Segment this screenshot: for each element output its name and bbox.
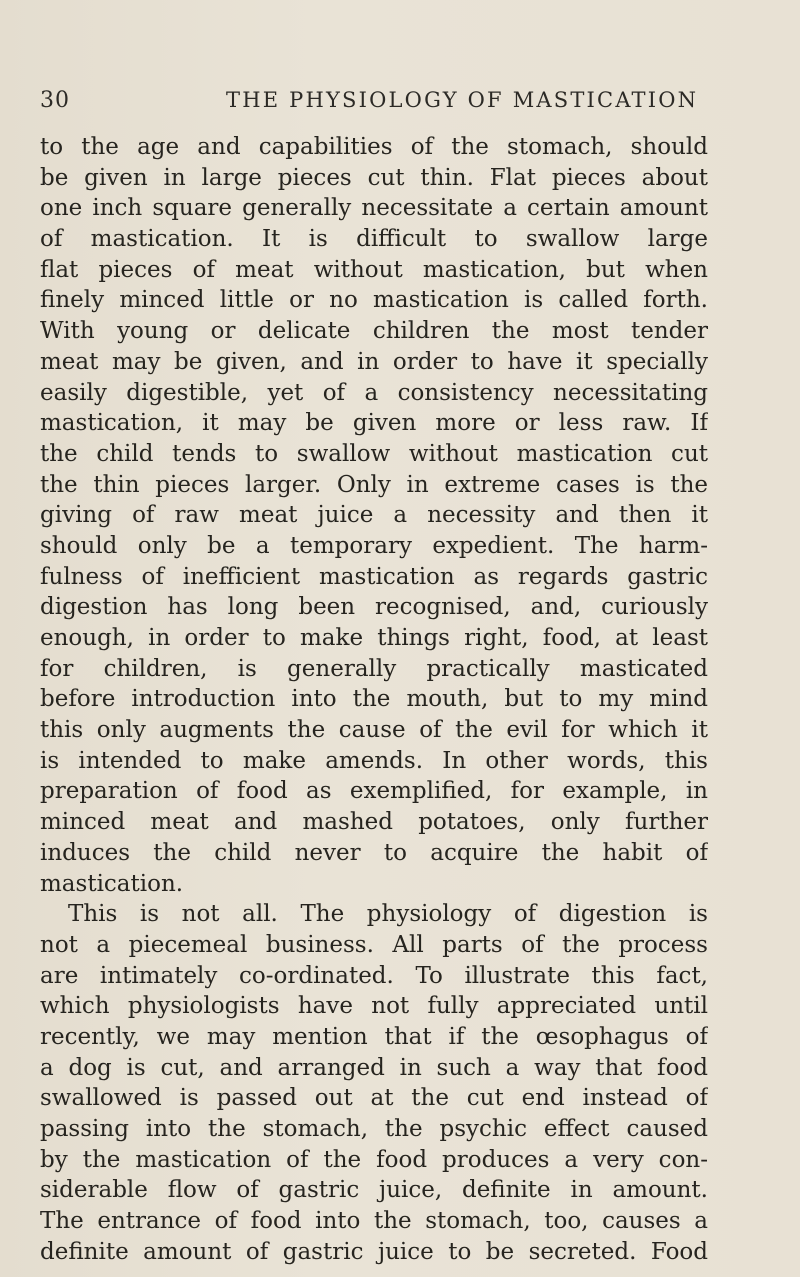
body-text [40, 132, 708, 1267]
text-line: preparation of food as exemplified, for example, in [40, 778, 708, 805]
text-line: minced meat and mashed potatoes, only further [40, 809, 708, 836]
page-number: 30 [40, 88, 70, 113]
text-line: before introduction into the mouth, but to my mind [40, 686, 708, 713]
text-line: for children, is generally practically masticated [40, 655, 708, 682]
running-title: THE PHYSIOLOGY OF MASTICATION [226, 88, 699, 112]
text-line: The entrance of food into the stomach, too, causes a [40, 1208, 708, 1235]
text-line: definite amount of gastric juice to be secreted. Food [40, 1238, 708, 1265]
text-line: giving of raw meat juice a necessity and then it [40, 502, 708, 529]
text-line: With young or delicate children the most tender [40, 318, 708, 345]
text-line: the thin pieces larger. Only in extreme cases is the [40, 471, 708, 498]
text-line: mastication. [40, 870, 184, 897]
text-line: is intended to make amends. In other words, this [40, 747, 708, 774]
text-line: mastication, it may be given more or less raw. If [40, 410, 708, 437]
text-line: are intimately co-ordinated. To illustrate this fact, [40, 962, 708, 989]
text-line: passing into the stomach, the psychic effect caused [40, 1116, 708, 1142]
text-line: not a piecemeal business. All parts of the process [40, 931, 708, 958]
text-line: flat pieces of meat without mastication, but when [40, 256, 708, 283]
text-line: of mastication. It is difficult to swallow large [40, 226, 708, 253]
text-line: siderable flow of gastric juice, definite in amount. [40, 1177, 708, 1204]
text-line: meat may be given, and in order to have it specially [40, 348, 708, 375]
text-line: digestion has long been recognised, and, curiously [40, 594, 708, 621]
text-line: one inch square generally necessitate a certain amount [40, 195, 708, 222]
text-line: finely minced little or no mastication is called forth. [40, 287, 708, 314]
text-line: which physiologists have not fully appreciated until [40, 993, 708, 1020]
paragraph-2 [40, 899, 708, 1267]
text-line: the child tends to swallow without mastication cut [40, 440, 708, 467]
text-line: this only augments the cause of the evil for which it [40, 717, 708, 744]
text-line: by the mastication of the food produces a very con- [40, 1146, 708, 1173]
text-line: a dog is cut, and arranged in such a way that food [40, 1054, 708, 1081]
paragraph-1 [40, 132, 708, 899]
text-line: easily digestible, yet of a consistency necessitating [40, 379, 708, 406]
page-header [40, 88, 756, 122]
text-line: to the age and capabilities of the stomach, should [40, 134, 708, 160]
text-line: swallowed is passed out at the cut end instead of [40, 1085, 708, 1112]
text-line: should only be a temporary expedient. The harm- [40, 532, 708, 559]
text-line: induces the child never to acquire the habit of [40, 839, 708, 866]
text-line: This is not all. The physiology of digestion is [68, 901, 708, 928]
text-line: enough, in order to make things right, food, at least [40, 625, 708, 651]
text-line: be given in large pieces cut thin. Flat pieces about [40, 164, 708, 191]
text-line: recently, we may mention that if the œsophagus of [40, 1023, 708, 1050]
text-line: fulness of inefficient mastication as regards gastric [40, 563, 708, 590]
